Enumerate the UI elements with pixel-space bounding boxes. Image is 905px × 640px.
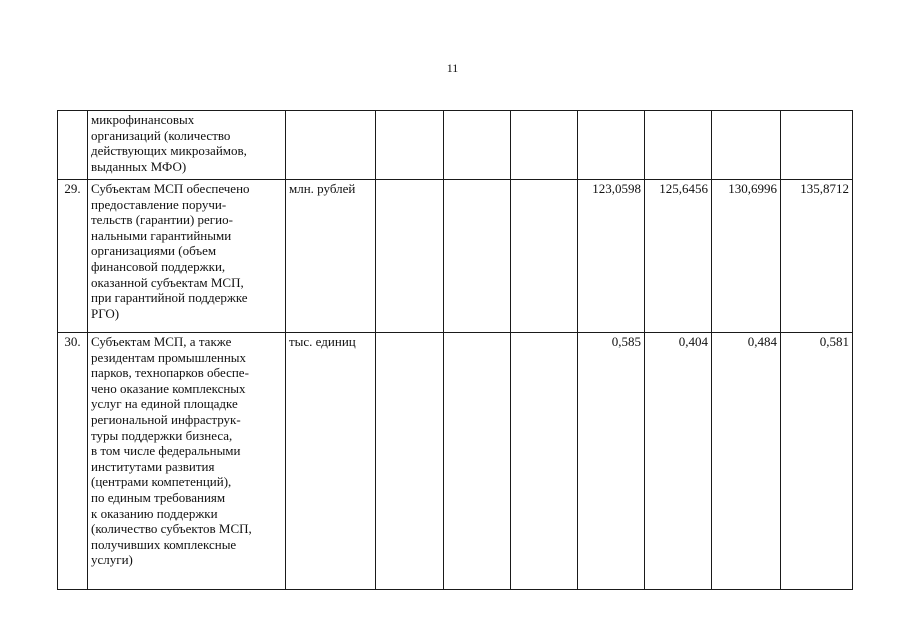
description-line: микрофинансовых xyxy=(91,112,195,127)
value-cell: 0,484 xyxy=(712,333,781,590)
description-line: региональной инфраструк- xyxy=(91,411,241,427)
table-row xyxy=(58,333,853,590)
description-line: к оказанию поддержки xyxy=(91,505,218,521)
empty-cell xyxy=(376,333,444,590)
description-line: в том числе федеральными xyxy=(91,443,241,459)
unit-cell xyxy=(286,111,376,180)
value-cell: 0,585 xyxy=(578,333,645,590)
value-cell: 0,404 xyxy=(645,333,712,590)
empty-cell xyxy=(444,180,511,333)
description-line: Субъектам МСП, а также xyxy=(91,334,232,349)
value-cell: 135,8712 xyxy=(781,180,853,333)
empty-cell xyxy=(444,333,511,590)
value-cell xyxy=(781,111,853,180)
description-line: оказанной субъектам МСП, xyxy=(91,274,244,290)
row-number: 30. xyxy=(58,333,88,590)
description-line: предоставление поручи- xyxy=(91,196,227,212)
description-line: получивших комплексные xyxy=(91,536,237,552)
unit-cell: млн. рублей xyxy=(286,180,376,333)
description-line: услуги) xyxy=(91,552,133,568)
description-line: (центрами компетенций), xyxy=(91,474,232,490)
description-line: РГО) xyxy=(91,305,120,321)
description-line: финансовой поддержки, xyxy=(91,258,226,274)
indicator-description xyxy=(88,180,286,333)
description-line: (количество субъектов МСП, xyxy=(91,521,252,537)
indicator-table xyxy=(57,110,853,590)
row-number xyxy=(58,111,88,180)
description-line: услуг на единой площадке xyxy=(91,396,238,412)
description-line: Субъектам МСП обеспечено xyxy=(91,181,250,196)
value-cell xyxy=(712,111,781,180)
description-line: выданных МФО) xyxy=(91,158,187,174)
value-cell: 0,581 xyxy=(781,333,853,590)
description-line: действующих микрозаймов, xyxy=(91,143,247,159)
unit-cell: тыс. единиц xyxy=(286,333,376,590)
description-line: тельств (гарантии) регио- xyxy=(91,212,233,228)
value-cell: 123,0598 xyxy=(578,180,645,333)
description-line: организаций (количество xyxy=(91,127,231,143)
value-cell xyxy=(578,111,645,180)
empty-cell xyxy=(444,111,511,180)
description-line: парков, технопарков обеспе- xyxy=(91,365,249,381)
row-number: 29. xyxy=(58,180,88,333)
table-row xyxy=(58,111,853,180)
description-line: туры поддержки бизнеса, xyxy=(91,427,233,443)
description-line: по единым требованиям xyxy=(91,489,226,505)
table-row xyxy=(58,180,853,333)
description-line: нальными гарантийными xyxy=(91,227,232,243)
empty-cell xyxy=(511,333,578,590)
description-line: резидентам промышленных xyxy=(91,349,247,365)
description-line: организациями (объем xyxy=(91,243,217,259)
value-cell xyxy=(645,111,712,180)
description-line: институтами развития xyxy=(91,458,215,474)
empty-cell xyxy=(376,180,444,333)
empty-cell xyxy=(511,180,578,333)
value-cell: 130,6996 xyxy=(712,180,781,333)
indicator-description xyxy=(88,333,286,590)
description-line: при гарантийной поддержке xyxy=(91,290,248,306)
empty-cell xyxy=(511,111,578,180)
empty-cell xyxy=(376,111,444,180)
value-cell: 125,6456 xyxy=(645,180,712,333)
indicator-description xyxy=(88,111,286,180)
page-number: 11 xyxy=(446,61,459,75)
description-line: чено оказание комплексных xyxy=(91,380,246,396)
